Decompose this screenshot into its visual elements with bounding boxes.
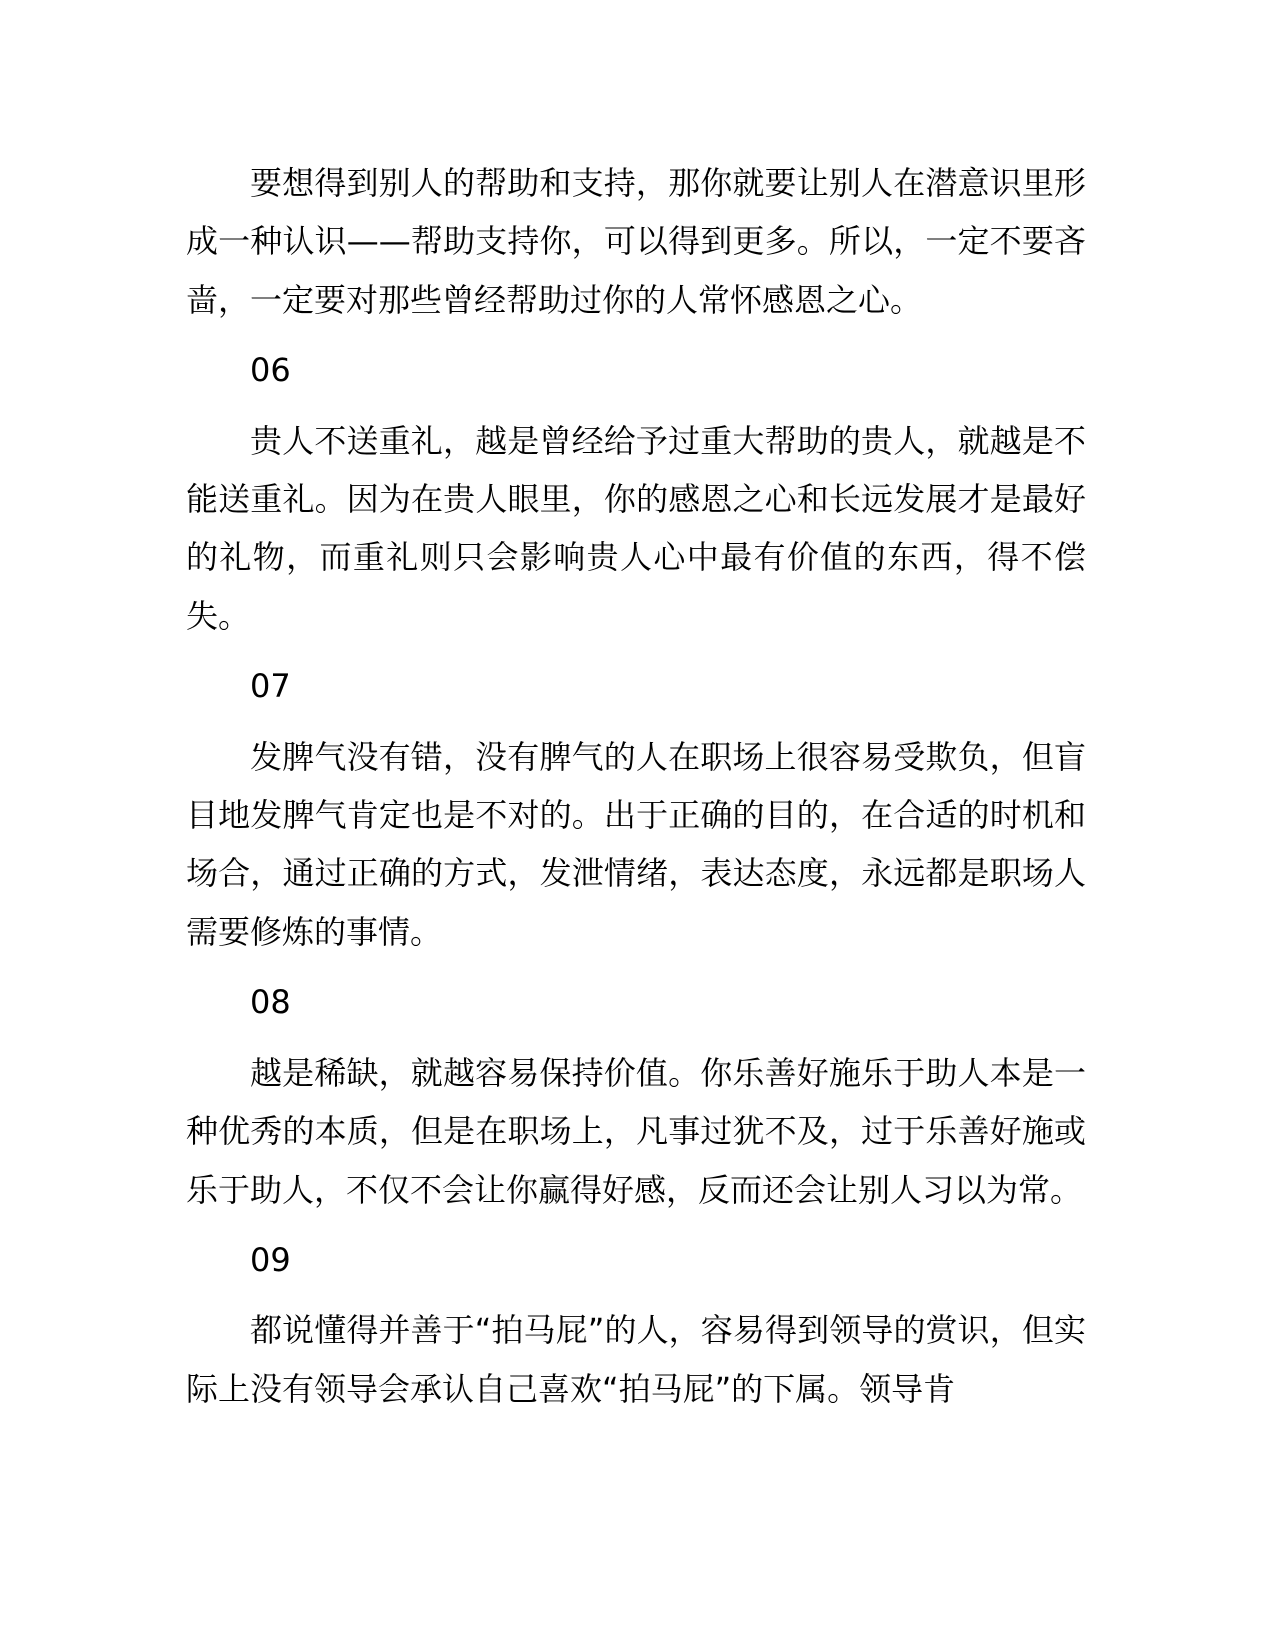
paragraph: 发脾气没有错，没有脾气的人在职场上很容易受欺负，但盲目地发脾气肯定也是不对的。出于正确的目的，在合适的时机和场合，通过正确的方式，发泄情绪，表达态度，永远都是职场人需要修炼的事情。 [186,737,1086,951]
paragraph: 要想得到别人的帮助和支持，那你就要让别人在潜意识里形成一种认识——帮助支持你，可以得到更多。所以，一定不要吝啬，一定要对那些曾经帮助过你的人常怀感恩之心。 [186,164,1086,319]
paragraph: 都说懂得并善于“拍马屁”的人，容易得到领导的赏识，但实际上没有领导会承认自己喜欢“拍马屁”的下属。领导肯 [186,1311,1086,1408]
section-number: 09 [250,1240,291,1279]
section-number: 07 [250,667,291,706]
paragraph: 贵人不送重礼，越是曾经给予过重大帮助的贵人，就越是不能送重礼。因为在贵人眼里，你的感恩之心和长远发展才是最好的礼物，而重礼则只会影响贵人心中最有价值的东西，得不偿失。 [186,421,1086,635]
section-number: 08 [250,983,291,1022]
document-body [186,154,1086,1430]
section-number: 06 [250,351,291,390]
paragraph: 越是稀缺，就越容易保持价值。你乐善好施乐于助人本是一种优秀的本质，但是在职场上，凡事过犹不及，过于乐善好施或乐于助人，不仅不会让你赢得好感，反而还会让别人习以为常。 [186,1053,1086,1209]
